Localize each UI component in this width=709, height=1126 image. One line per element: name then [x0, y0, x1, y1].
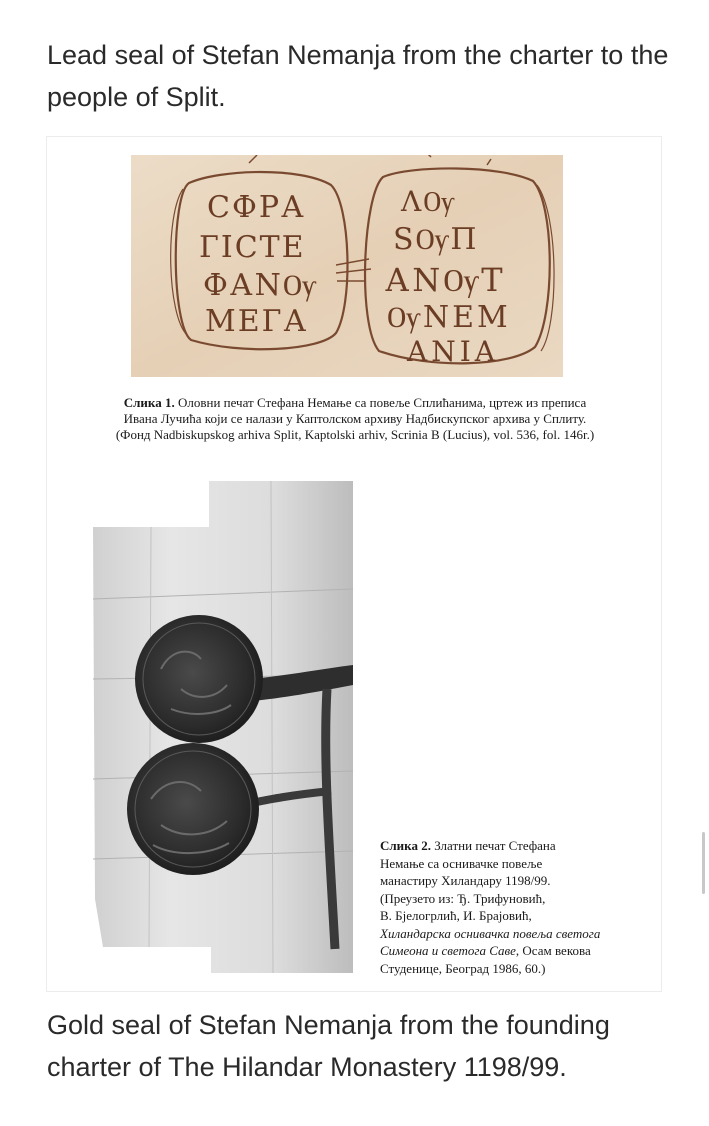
figure-2-line-4: (Преузето из: Ђ. Трифуновић, [380, 890, 546, 906]
lead-seal-illustration [131, 155, 563, 377]
figure-2-label: Слика 2. [380, 838, 431, 853]
figure-2-line-7-rest: , Осам векова [515, 943, 591, 958]
right-seal-line-4: ѸNЕМ [387, 300, 511, 335]
gold-seal-photograph [91, 479, 353, 973]
left-seal-line-3: ФАNѸ [203, 268, 318, 303]
figure-2-line-2: Немање са оснивачке повеље [380, 855, 543, 871]
right-seal-line-1: ΛѸ [401, 185, 456, 218]
left-seal-line-2: ГІСТЕ [199, 230, 306, 265]
figure-2-line-8: Студенице, Београд 1986, 60.) [380, 960, 546, 976]
figure-2-line-3: манастиру Хиландару 1198/99. [380, 873, 551, 888]
figure-1-text-1: Оловни печат Стефана Немање са повеље Сплићанима, цртеж из преписа [174, 395, 587, 410]
figure-2-caption [380, 837, 650, 977]
figure-1-label: Слика 1. [123, 395, 175, 410]
top-caption: Lead seal of Stefan Nemanja from the charter to the people of Split. [47, 40, 669, 112]
left-seal-line-4: МЕГА [205, 304, 309, 339]
lead-seal-drawing [131, 155, 563, 377]
figure-2-line-6: Хиландарска оснивачка повеља светога [380, 925, 601, 941]
scrollbar-thumb[interactable] [702, 832, 705, 894]
figure-2-line-7-italic: Симеона и светога Саве [380, 943, 516, 958]
figure-1-caption [77, 395, 633, 443]
bottom-caption: Gold seal of Stefan Nemanja from the founding charter of The Hilandar Monastery 1198/99. [47, 1010, 610, 1082]
figure-2-line-1: Златни печат Стефана [430, 838, 556, 853]
right-seal-line-3: АNѸТ [385, 261, 506, 299]
figure-1-text-2: Ивана Лучића који се налази у Каптолском архиву Надбискупског архива у Сплиту. [123, 411, 587, 426]
figure-1-text-3: (Фонд Nadbiskupskog arhiva Split, Kaptolski arhiv, Scrinia B (Lucius), vol. 536, fol. 146r.) [115, 427, 595, 442]
scanned-figure-page [46, 136, 662, 992]
gold-seal-photo [91, 479, 353, 973]
left-seal-line-1: СФРА [207, 190, 306, 225]
figure-2-line-5: В. Бјелогрлић, И. Брајовић, [380, 908, 532, 923]
right-seal-line-2: ЅѸП [393, 222, 479, 257]
right-seal-line-5: ANIA [407, 335, 500, 368]
